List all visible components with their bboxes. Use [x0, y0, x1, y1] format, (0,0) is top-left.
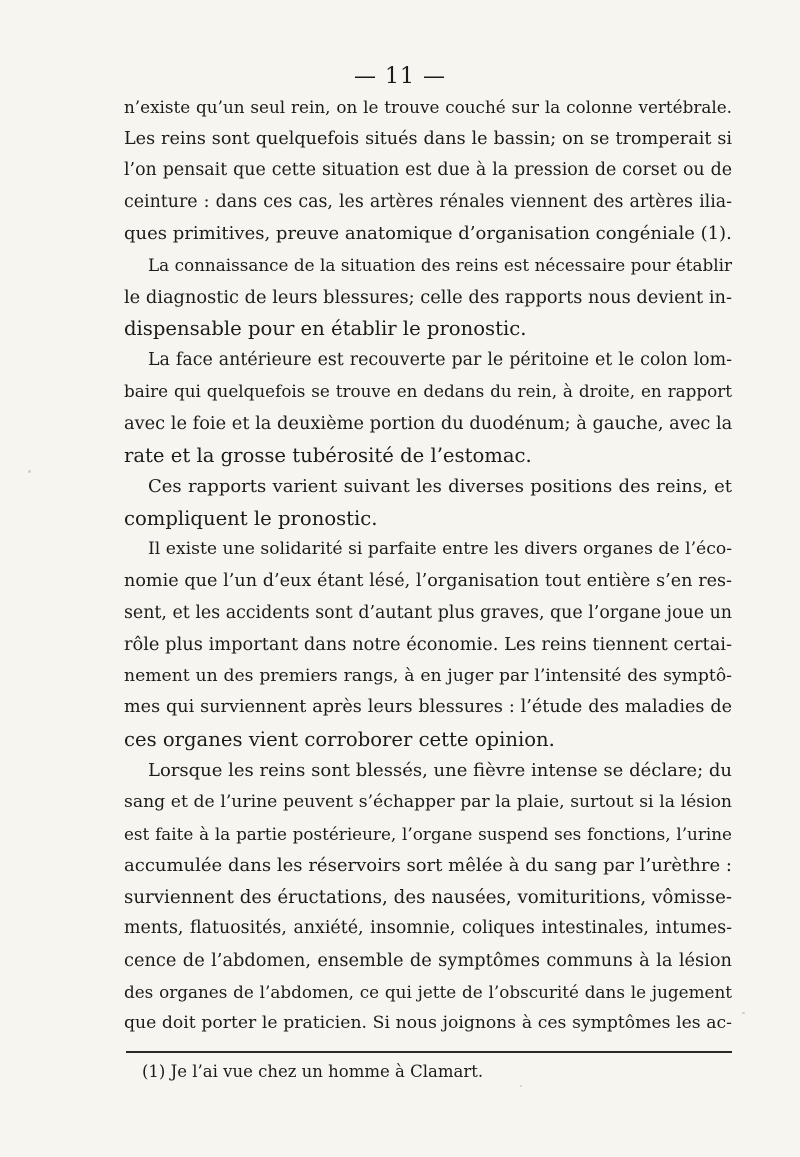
text-line: ces organes vient corroborer cette opinion. [124, 727, 555, 751]
text-line: dispensable pour en établir le pronostic. [124, 317, 527, 341]
text-line: accumulée dans les réservoirs sort mêlée à du sang par l’urèthre : [124, 855, 732, 877]
text-line: ments, flatuosités, anxiété, insomnie, coliques intestinales, intumes- [124, 918, 732, 939]
text-line: La connaissance de la situation des reins est nécessaire pour établir [148, 254, 732, 275]
text-line: ques primitives, preuve anatomique d’organisation congéniale (1). [124, 223, 732, 245]
text-line: cence de l’abdomen, ensemble de symptômes communs à la lésion [124, 950, 732, 972]
text-line: n’existe qu’un seul rein, on le trouve couché sur la colonne vertébrale. [124, 97, 732, 117]
text-line: sent, et les accidents sont d’autant plus graves, que l’organe joue un [124, 602, 732, 623]
text-line: rôle plus important dans notre économie. Les reins tiennent certai- [124, 634, 732, 656]
footnote-divider [126, 1051, 732, 1053]
text-line: Lorsque les reins sont blessés, une fièvre intense se déclare; du [148, 760, 732, 782]
paper-speck [742, 1012, 745, 1014]
text-line: baire qui quelquefois se trouve en dedans du rein, à droite, en rapport [124, 381, 732, 402]
text-line: rate et la grosse tubérosité de l’estomac. [124, 443, 532, 467]
text-line: nomie que l’un d’eux étant lésé, l’organisation tout entière s’en res- [124, 570, 732, 591]
body-text [124, 92, 732, 1040]
text-line: sang et de l’urine peuvent s’échapper par la plaie, surtout si la lésion [124, 792, 732, 813]
text-line: l’on pensait que cette situation est due à la pression de corset ou de [124, 160, 732, 181]
text-line: des organes de l’abdomen, ce qui jette de l’obscurité dans le jugement [124, 981, 732, 1002]
page-number: — 11 — [354, 64, 446, 89]
text-line: que doit porter le praticien. Si nous joignons à ces symptômes les ac- [124, 1013, 732, 1034]
text-line: est faite à la partie postérieure, l’organe suspend ses fonctions, l’urine [124, 823, 732, 844]
text-line: avec le foie et la deuxième portion du duodénum; à gauche, avec la [124, 412, 733, 434]
text-line: mes qui surviennent après leurs blessures : l’étude des maladies de [124, 697, 732, 718]
paper-speck [520, 1085, 522, 1087]
paper-speck [28, 470, 31, 473]
text-line: le diagnostic de leurs blessures; celle des rapports nous devient in- [124, 286, 732, 308]
text-line: nement un des premiers rangs, à en juger par l’intensité des symptô- [124, 665, 732, 686]
text-line: Il existe une solidarité si parfaite entre les divers organes de l’éco- [148, 539, 732, 560]
text-line: Ces rapports varient suivant les diverses positions des reins, et [148, 476, 732, 498]
text-line: compliquent le pronostic. [124, 506, 378, 530]
text-line: ceinture : dans ces cas, les artères rénales viennent des artères ilia- [124, 191, 732, 212]
text-line: La face antérieure est recouverte par le péritoine et le colon lom- [148, 349, 732, 370]
text-line: Les reins sont quelquefois situés dans le bassin; on se tromperait si [124, 128, 732, 149]
text-line: surviennent des éructations, des nausées, vomituritions, vômisse- [124, 886, 732, 908]
footnote: (1) Je l’ai vue chez un homme à Clamart. [142, 1062, 484, 1081]
